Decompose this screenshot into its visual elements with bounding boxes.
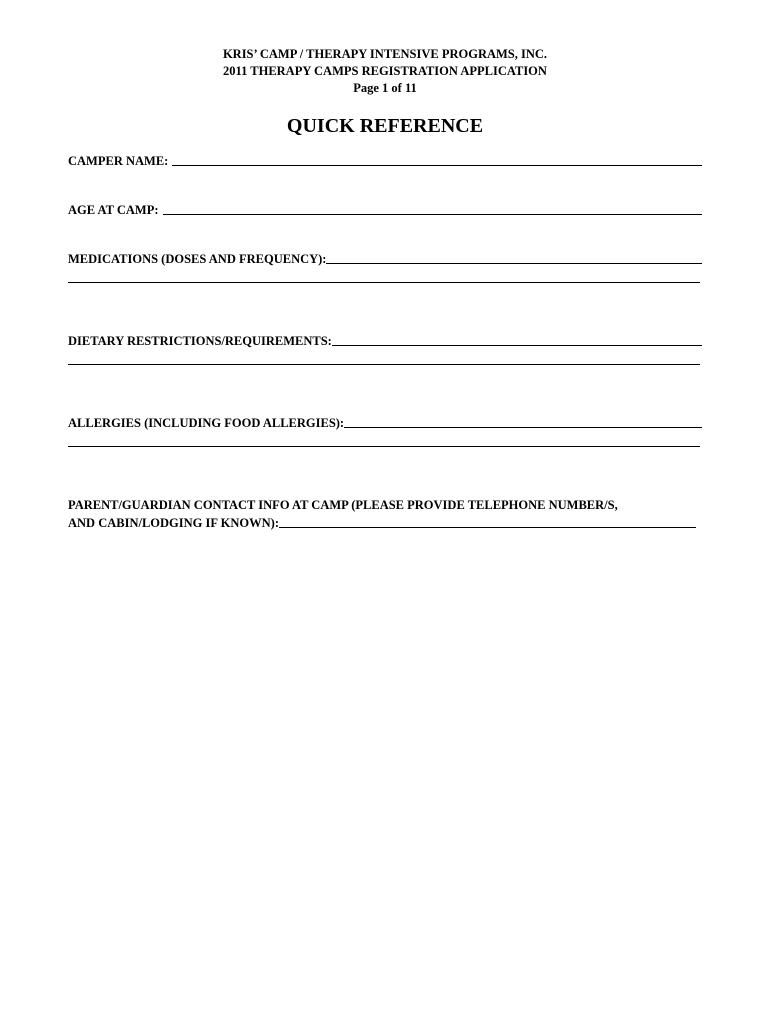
allergies-input-line[interactable] <box>344 427 702 428</box>
camper-name-input-line[interactable] <box>172 165 702 166</box>
dietary-restrictions-label: DIETARY RESTRICTIONS/REQUIREMENTS: <box>68 334 332 348</box>
age-at-camp-field <box>68 201 702 219</box>
allergies-field <box>68 414 702 447</box>
medications-input-line[interactable] <box>326 263 702 264</box>
parent-contact-input-line[interactable] <box>279 527 696 528</box>
age-at-camp-label: AGE AT CAMP: <box>68 203 159 217</box>
camper-name-label: CAMPER NAME: <box>68 154 169 168</box>
medications-input-line-2[interactable] <box>68 282 700 283</box>
allergies-label: ALLERGIES (INCLUDING FOOD ALLERGIES): <box>68 416 345 430</box>
document-header <box>0 46 770 97</box>
dietary-restrictions-input-line[interactable] <box>332 345 702 346</box>
organization-name: KRIS’ CAMP / THERAPY INTENSIVE PROGRAMS, INC. <box>222 47 548 61</box>
parent-contact-field <box>68 496 702 532</box>
camper-name-field <box>68 152 702 170</box>
parent-contact-label-line2: AND CABIN/LODGING IF KNOWN): <box>68 516 279 530</box>
page-title: QUICK REFERENCE <box>286 115 484 137</box>
allergies-input-line-2[interactable] <box>68 446 700 447</box>
dietary-restrictions-field <box>68 332 702 365</box>
parent-contact-label-line1: PARENT/GUARDIAN CONTACT INFO AT CAMP (PLEASE PROVIDE TELEPHONE NUMBER/S, <box>68 498 618 512</box>
medications-field <box>68 250 702 283</box>
medications-label: MEDICATIONS (DOSES AND FREQUENCY): <box>68 252 327 266</box>
dietary-restrictions-input-line-2[interactable] <box>68 364 700 365</box>
page-number: Page 1 of 11 <box>353 81 417 95</box>
application-title: 2011 THERAPY CAMPS REGISTRATION APPLICATION <box>223 64 547 78</box>
age-at-camp-input-line[interactable] <box>163 214 702 215</box>
